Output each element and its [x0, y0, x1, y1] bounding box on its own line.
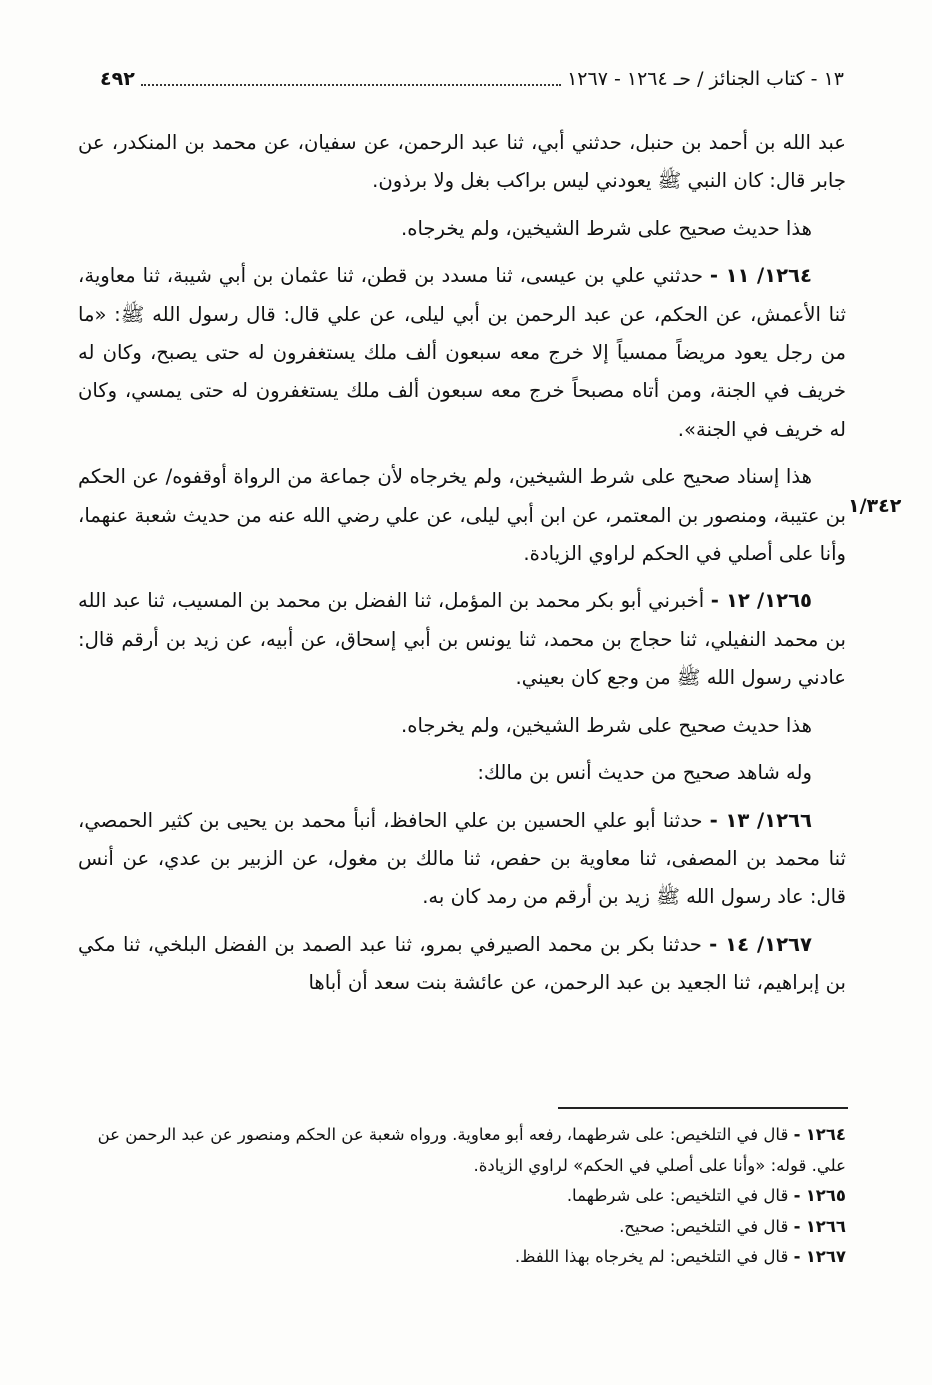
paragraph-text: أخبرني أبو بكر محمد بن المؤمل، ثنا الفضل بن محمد بن المسيب، ثنا عبد الله بن محمد النفيلي، ثنا حجاج بن محمد، ثنا يونس بن أبي إسحاق، عن أبيه، عن زيد بن أرقم قال: عادني رسول الله ﷺ من وجع كان بعيني. — [78, 589, 846, 690]
paragraph-grading — [78, 458, 846, 573]
paragraph-text: هذا حديث صحيح على شرط الشيخين، ولم يخرجاه. — [400, 216, 812, 240]
paragraph-text: هذا حديث صحيح على شرط الشيخين، ولم يخرجاه. — [400, 713, 812, 737]
footnotes — [88, 1120, 846, 1273]
footnote-text: قال في التلخيص: على شرطهما، رفعه أبو معاوية. ورواه شعبة عن الحكم ومنصور عن عبد الرحمن عن علي. قوله: «وأنا على أصلي في الحكم» لراوي الزيادة. — [97, 1125, 846, 1175]
hadith-number: ١٢٦٥/ ١٢ - — [710, 589, 812, 613]
hadith-number: ١٢٦٤/ ١١ - — [709, 264, 812, 288]
page-number: ٤٩٢ — [100, 68, 135, 90]
footnote-number: ١٢٦٦ — [805, 1216, 846, 1236]
footnote-text: قال في التلخيص: صحيح. — [619, 1216, 789, 1236]
paragraph-text: عبد الله بن أحمد بن حنبل، حدثني أبي، ثنا عبد الرحمن، عن سفيان، عن محمد بن المنكدر، عن جابر قال: كان النبي ﷺ يعودني ليس براكب بغل ولا برذون. — [78, 131, 846, 193]
hadith-number: ١٢٦٦/ ١٣ - — [709, 808, 813, 832]
footnote: ١٢٦٧ - قال في التلخيص: لم يخرجاه بهذا اللفظ. — [514, 1247, 846, 1266]
footnote: ١٢٦٤ - قال في التلخيص: على شرطهما، رفعه أبو معاوية. ورواه شعبة عن الحكم ومنصور عن عبد الرحمن عن علي. قوله: «وأنا على أصلي في الحكم» لراوي الزيادة. — [97, 1125, 846, 1175]
paragraph-text: حدثنا بكر بن محمد الصيرفي بمرو، ثنا عبد الصمد بن الفضل البلخي، ثنا مكي بن إبراهيم، ثنا الجعيد بن عبد الرحمن، عن عائشة بنت سعد أن أباها — [78, 932, 846, 995]
footnote: ١٢٦٦ - قال في التلخيص: صحيح. — [619, 1216, 846, 1236]
footnote: ١٢٦٥ - قال في التلخيص: على شرطهما. — [566, 1186, 846, 1205]
paragraph-grading — [78, 210, 846, 248]
hadith-1267 — [78, 926, 846, 1003]
paragraph-text: هذا إسناد صحيح على شرط الشيخين، ولم يخرجاه لأن جماعة من الرواة أوقفوه/ عن الحكم بن عتيبة، ومنصور بن المعتمر، عن ابن أبي ليلى، عن علي رضي الله عنه من حديث شعبة عنهما، وأنا على أصلي في الحكم لراوي الزيادة. — [78, 465, 846, 566]
paragraph-text: حدثني علي بن عيسى، ثنا مسدد بن قطن، ثنا عثمان بن أبي شيبة، ثنا معاوية، ثنا الأعمش، عن الحكم، عن عبد الرحمن بن أبي ليلى، عن علي قال: قال رسول الله ﷺ: «ما من رجل يعود مريضاً ممسياً إلا خرج معه سبعون ألف ملك يستغفرون له حتى يصبح، وكان له خريف في الجنة، ومن أتاه مصبحاً خرج معه سبعون ألف ملك يستغفرون له حتى يمسي، وكان له خريف في الجنة». — [78, 264, 846, 441]
hadith-number: ١٢٦٧/ ١٤ - — [709, 932, 812, 956]
footnote-number: ١٢٦٥ — [805, 1186, 846, 1205]
chapter-title: ١٣ - كتاب الجنائز / حـ ١٢٦٤ - ١٢٦٧ — [567, 68, 844, 90]
paragraph-text: وله شاهد صحيح من حديث أنس بن مالك: — [477, 761, 812, 785]
footnote-text: قال في التلخيص: لم يخرجاه بهذا اللفظ. — [514, 1247, 789, 1266]
hadith-1266 — [78, 802, 846, 917]
running-header — [90, 62, 844, 96]
footnote-number: ١٢٦٧ — [805, 1247, 846, 1266]
hadith-1264 — [78, 257, 846, 449]
margin-reference: ١/٣٤٢ — [848, 495, 902, 517]
paragraph-grading — [78, 707, 846, 745]
footnote-text: قال في التلخيص: على شرطهما. — [566, 1186, 789, 1205]
header-dotted-leader — [141, 72, 561, 86]
footnote-separator — [558, 1107, 848, 1109]
paragraph-text: حدثنا أبو علي الحسين بن علي الحافظ، أنبأ محمد بن يحيى بن كثير الحمصي، ثنا محمد بن المصفى، ثنا معاوية بن حفص، ثنا مالك بن مغول، عن الزبير بن عدي، عن أنس قال: عاد رسول الله ﷺ زيد بن أرقم من رمد كان به. — [78, 808, 846, 909]
paragraph-isnad-continuation — [78, 124, 846, 201]
hadith-1265 — [78, 582, 846, 697]
footnote-number: ١٢٦٤ — [805, 1125, 846, 1144]
paragraph-witness — [78, 754, 846, 792]
main-text — [78, 124, 846, 1003]
